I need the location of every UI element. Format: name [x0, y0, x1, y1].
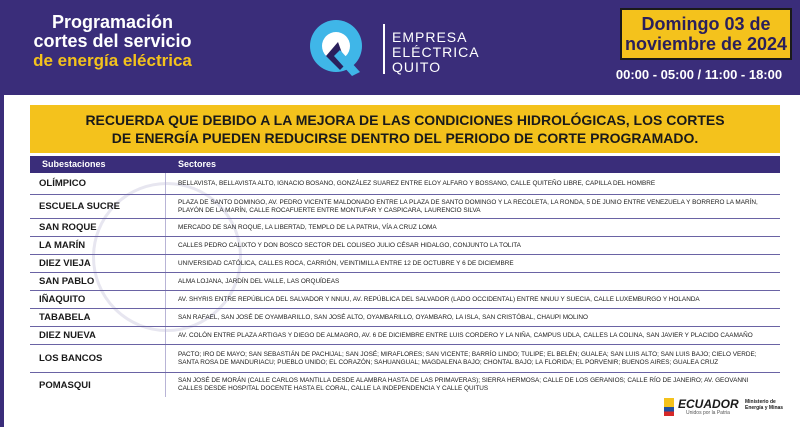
substation-name: DIEZ NUEVA — [39, 330, 96, 341]
substation-name: TABABELA — [39, 312, 91, 323]
table-row — [30, 255, 780, 273]
table-row — [30, 291, 780, 309]
table-row — [30, 173, 780, 195]
sector-list: ALMA LOJANA, JARDÍN DEL VALLE, LAS ORQUÍDEAS — [178, 277, 340, 285]
ministry-line-1: Ministerio de — [745, 399, 776, 405]
sector-list: SAN RAFAEL, SAN JOSÉ DE OYAMBARILLO, SAN JOSÉ ALTO, OYAMBARILLO, OYAMBARO, LA ISLA, SAN CRISTÓBAL, CHAUPI MOLINO — [178, 313, 588, 321]
substation-name: IÑAQUITO — [39, 294, 86, 305]
sector-list: AV. SHYRIS ENTRE REPÚBLICA DEL SALVADOR Y NNUU, AV. REPÚBLICA DEL SALVADOR (LADO OCCIDENTAL) ENTRE NNUU Y SUECIA, CALLE LUXEMBURGO Y HOLANDA — [178, 295, 700, 303]
substation-name: SAN ROQUE — [39, 222, 97, 233]
logo-divider — [383, 24, 385, 74]
time-range: 00:00 - 05:00 / 11:00 - 18:00 — [615, 67, 783, 82]
logo-text-line-1: EMPRESA — [392, 29, 468, 45]
government-logo — [664, 396, 784, 420]
table-header — [30, 156, 780, 173]
company-logo — [300, 12, 490, 82]
sector-list: MERCADO DE SAN ROQUE, LA LIBERTAD, TEMPLO DE LA PATRIA, VÍA A CRUZ LOMA — [178, 223, 437, 231]
ministry-line-2: Energía y Minas — [745, 405, 784, 411]
table-row — [30, 327, 780, 345]
table-row — [30, 373, 780, 397]
notice-line-2: DE ENERGÍA PUEDEN REDUCIRSE DENTRO DEL PERIODO DE CORTE PROGRAMADO. — [111, 130, 699, 146]
sector-list: SAN JOSÉ DE MORÁN (CALLE CARLOS MANTILLA DESDE ALAMBRA HASTA DE LAS PRIMAVERAS); SIERRA HERMOSA; CALLE DE LOS GERANIOS; CALLE RÍO DE JANEIRO; AV. GEOVANNI CALLES DESDE HOSPITAL DOCENTE HASTA EL CORAL, CALLE LA INDEPENDENCIA Y CALLE QUITUS — [178, 377, 749, 392]
date-badge — [620, 8, 792, 60]
logo-text-line-3: QUITO — [392, 59, 442, 75]
sector-list: AV. COLÓN ENTRE PLAZA ARTIGAS Y DIEGO DE ALMAGRO, AV. 6 DE DICIEMBRE ENTRE LUIS CORDERO Y LA NIÑA, CAMPUS UDLA, CALLES LA COLINA, SAN JAVIER Y PLACIDO CAAMAÑO — [178, 331, 753, 339]
substation-name: LA MARÍN — [39, 240, 86, 251]
header-substations: Subestaciones — [42, 159, 106, 169]
header-banner — [0, 0, 800, 95]
page-title — [30, 13, 195, 70]
outage-table — [30, 156, 780, 397]
substation-name: SAN PABLO — [39, 276, 95, 287]
ecuador-tagline: Unidos por la Patria — [686, 410, 730, 416]
substation-name: OLÍMPICO — [39, 178, 86, 189]
sector-list: PACTO; IRO DE MAYO; SAN SEBASTIÁN DE PACHIJAL; SAN JOSÉ; MIRAFLORES; SAN VICENTE; BARRÍO LINDO; TULIPE; EL BELÉN; GUALEA; SAN LUIS ALTO; SAN LUIS BAJO; CIELO VERDE; SANTA ROSA DE MANDURIACU; PUEBLO UNIDO; EL CORAZÓN; SAHUANGUAL; MAGDALENA BAJO; CHONTAL BAJO; LA FLORIDA; EL PORVENIR; BUENOS AIRES; GUALEA CRUZ — [178, 350, 757, 366]
table-row — [30, 237, 780, 255]
notice-banner — [30, 105, 780, 153]
ministry-name — [745, 399, 785, 411]
title-line-2: cortes del servicio — [33, 31, 192, 51]
title-line-1: Programación — [51, 12, 174, 32]
table-row — [30, 309, 780, 327]
sector-list: CALLES PEDRO CALIXTO Y DON BOSCO SECTOR DEL COLISEO JULIO CÉSAR HIDALGO, CONJUNTO LA TOLITA — [178, 241, 521, 249]
date-line-1: Domingo 03 de — [641, 14, 771, 34]
table-row — [30, 345, 780, 373]
header-sectors: Sectores — [178, 159, 217, 169]
logo-wordmark — [392, 30, 480, 75]
substation-name: DIEZ VIEJA — [39, 258, 91, 269]
table-row — [30, 195, 780, 219]
substation-name: POMASQUI — [39, 379, 91, 391]
sector-list: PLAZA DE SANTO DOMINGO, AV. PEDRO VICENTE MALDONADO ENTRE LA PLAZA DE SANTO DOMINGO Y LA RECOLETA, LA RONDA, 5 DE JUNIO ENTRE VENEZUELA Y BORRERO LA MARÍN, PLAYÓN DE LA MARÍN, CALLE ROCAFUERTE ENTRE MONTUFAR Y CASPICARA, LAURENCIO SILVA — [178, 198, 758, 214]
sector-list: UNIVERSIDAD CATÓLICA, CALLES ROCA, CARRIÓN, VEINTIMILLA ENTRE 12 DE OCTUBRE Y 6 DE DICIEMBRE — [178, 259, 514, 267]
ecuador-wordmark: ECUADOR — [678, 397, 739, 411]
substation-name: ESCUELA SUCRE — [39, 201, 120, 212]
left-edge-bar — [0, 95, 4, 427]
sector-list: BELLAVISTA, BELLAVISTA ALTO, IGNACIO BOSANO, GONZÁLEZ SUAREZ ENTRE ELOY ALFARO Y BOSSANO, CALLE QUITEÑO LIBRE, CAPILLA DEL HOMBRE — [178, 179, 656, 187]
notice-line-1: RECUERDA QUE DEBIDO A LA MEJORA DE LAS CONDICIONES HIDROLÓGICAS, LOS CORTES — [85, 112, 725, 128]
title-line-3: de energía eléctrica — [33, 51, 192, 70]
eeq-logo-icon — [300, 12, 375, 82]
table-row — [30, 219, 780, 237]
logo-text-line-2: ELÉCTRICA — [392, 44, 480, 60]
date-line-2: noviembre de 2024 — [624, 34, 788, 54]
substation-name: LOS BANCOS — [39, 353, 103, 364]
table-row — [30, 273, 780, 291]
ecuador-flag-icon — [664, 398, 674, 416]
